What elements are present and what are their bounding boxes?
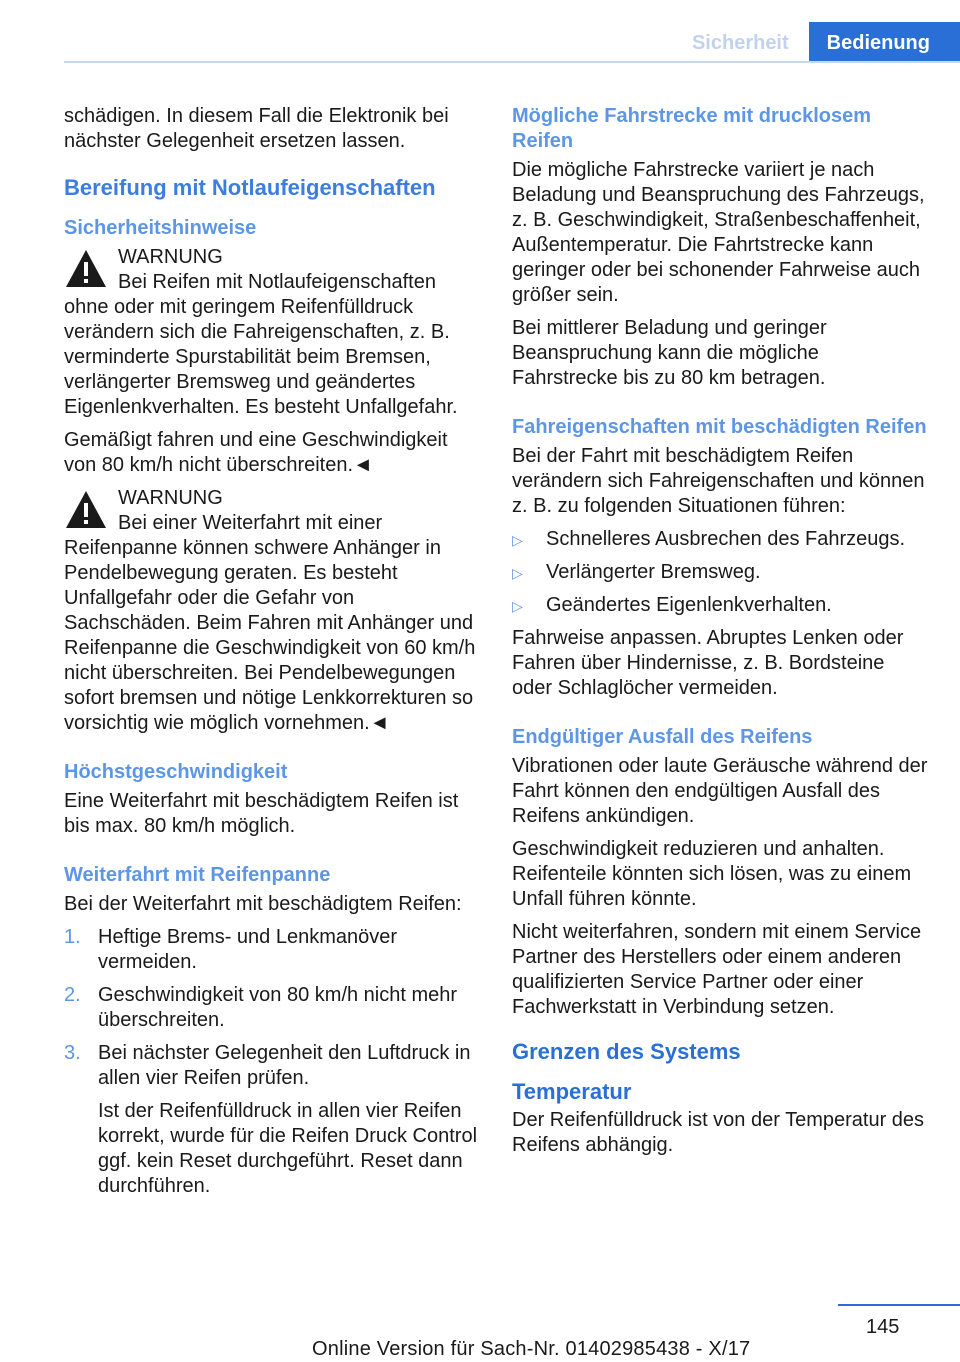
footer-rule bbox=[838, 1304, 960, 1306]
heading-hoechstgeschwindigkeit: Höchstgeschwindigkeit bbox=[64, 761, 288, 783]
heading-grenzen: Grenzen des Systems bbox=[512, 1039, 741, 1064]
warning-text: Bei Reifen mit Notlaufeigenschaften ohne oder mit geringem Reifenfülldruck verändern sich die Fahreigenschaften, z. B. verminderte Spurstabilität beim Bremsen, verlängerter Bremsweg und geändertes Eigenlenkverhalten. Es besteht Unfallgefahr. bbox=[64, 271, 458, 418]
heading-fahreigenschaften: Fahreigenschaften mit beschädigten Reifen bbox=[512, 416, 927, 438]
warning-block-2 bbox=[64, 486, 482, 736]
moeglich-paragraph-1: Die mögliche Fahrstrecke variiert je nach Beladung und Beanspruchung des Fahrzeugs, z. B. Geschwindigkeit, Straßenbeschaffenheit, Außentemperatur. Die Fahrtstrecke kann geringer oder bei schonender Fahrweise auch größer sein. bbox=[512, 159, 925, 306]
endg-paragraph-2: Geschwindigkeit reduzieren und anhalten. Reifenteile könnten sich lösen, was zu einem Unfall führen könnte. bbox=[512, 838, 912, 910]
fahreig-paragraph-2: Fahrweise anpassen. Abruptes Lenken oder Fahren über Hindernisse, z. B. Bordsteine oder Schlaglöcher vermeiden. bbox=[512, 627, 904, 699]
warning-title: WARNUNG bbox=[118, 487, 223, 509]
warning-icon bbox=[64, 247, 108, 291]
heading-notlauf: Bereifung mit Notlaufeigenschaften bbox=[64, 175, 436, 200]
left-column bbox=[64, 104, 482, 1207]
moeglich-paragraph-2: Bei mittlerer Beladung und geringer Beanspruchung kann die mögliche Fahrstrecke bis zu 80 km betragen. bbox=[512, 317, 827, 389]
endg-paragraph-3: Nicht weiterfahren, sondern mit einem Service Partner des Herstellers oder einem anderen qualifizierten Service Partner oder einer Fachwerkstatt in Verbindung setzen. bbox=[512, 921, 922, 1018]
triangle-bullet-icon: ▷ bbox=[512, 598, 523, 614]
fahreig-paragraph-1: Bei der Fahrt mit beschädigtem Reifen verändern sich Fahreigenschaften und können z. B. zu folgenden Situationen führen: bbox=[512, 445, 925, 517]
step-number: 1. bbox=[64, 926, 81, 948]
right-column bbox=[512, 104, 928, 1166]
footer-online-version: Online Version für Sach-Nr. 01402985438 - X/17 bbox=[312, 1338, 751, 1360]
weiter-paragraph: Bei der Weiterfahrt mit beschädigtem Reifen: bbox=[64, 893, 462, 915]
warning-title: WARNUNG bbox=[118, 246, 223, 268]
list-item bbox=[64, 983, 482, 1033]
intro-paragraph: schädigen. In diesem Fall die Elektronik bei nächster Gelegenheit ersetzen lassen. bbox=[64, 105, 449, 152]
list-item bbox=[64, 1041, 482, 1199]
bullet-text: Schnelleres Ausbrechen des Fahrzeugs. bbox=[546, 528, 906, 550]
step-number: 2. bbox=[64, 984, 81, 1006]
bullet-text: Geändertes Eigenlenkverhalten. bbox=[546, 594, 832, 616]
step-text: Geschwindigkeit von 80 km/h nicht mehr überschreiten. bbox=[98, 984, 458, 1031]
list-item bbox=[512, 593, 928, 618]
heading-endgueltiger-ausfall: Endgültiger Ausfall des Reifens bbox=[512, 726, 813, 748]
step-text: Heftige Brems- und Lenkmanöver vermeiden. bbox=[98, 926, 398, 973]
heading-weiterfahrt: Weiterfahrt mit Reifenpanne bbox=[64, 864, 331, 886]
bullet-text: Verlängerter Bremsweg. bbox=[546, 561, 761, 583]
heading-sicherheitshinweise: Sicherheitshinweise bbox=[64, 217, 257, 239]
tab-sicherheit[interactable]: Sicherheit bbox=[672, 22, 809, 62]
triangle-bullet-icon: ▷ bbox=[512, 565, 523, 581]
heading-temperatur: Temperatur bbox=[512, 1079, 632, 1104]
hoechst-paragraph: Eine Weiterfahrt mit beschädigtem Reifen ist bis max. 80 km/h möglich. bbox=[64, 790, 459, 837]
warning-icon bbox=[64, 488, 108, 532]
temperatur-paragraph: Der Reifenfülldruck ist von der Temperatur des Reifens abhängig. bbox=[512, 1109, 925, 1156]
warning-extra: Gemäßigt fahren und eine Geschwindigkeit von 80 km/h nicht überschreiten.◄ bbox=[64, 429, 448, 476]
tab-bedienung[interactable]: Bedienung bbox=[809, 22, 960, 62]
list-item bbox=[512, 527, 928, 552]
header-divider bbox=[64, 61, 960, 63]
bullet-list bbox=[512, 527, 928, 618]
warning-text: Bei einer Weiterfahrt mit einer Reifenpanne können schwere Anhänger in Pendelbewegung geraten. Es besteht Unfallgefahr oder die Gefahr von Sachschäden. Beim Fahren mit Anhänger und Reifenpanne die Geschwindigkeit von 60 km/h nicht überschreiten. Bei Pendelbewegungen sofort bremsen und nötige Lenkkorrekturen so vorsichtig wie möglich vornehmen.◄ bbox=[64, 512, 476, 734]
heading-moegliche-fahrstrecke: Mögliche Fahrstrecke mit drucklosem Reifen bbox=[512, 105, 872, 152]
step-sub-text: Ist der Reifenfülldruck in allen vier Reifen korrekt, wurde für die Reifen Druck Control ggf. kein Reset durchgeführt. Reset dann durchführen. bbox=[98, 1100, 478, 1197]
list-item bbox=[512, 560, 928, 585]
endg-paragraph-1: Vibrationen oder laute Geräusche während der Fahrt können den endgültigen Ausfall des Reifens ankündigen. bbox=[512, 755, 928, 827]
page-number: 145 bbox=[866, 1316, 900, 1338]
steps-list bbox=[64, 925, 482, 1199]
chapter-tabs bbox=[672, 22, 960, 62]
list-item bbox=[64, 925, 482, 975]
triangle-bullet-icon: ▷ bbox=[512, 532, 523, 548]
step-text: Bei nächster Gelegenheit den Luftdruck in allen vier Reifen prüfen. bbox=[98, 1042, 471, 1089]
warning-block-1 bbox=[64, 245, 482, 420]
step-number: 3. bbox=[64, 1042, 81, 1064]
